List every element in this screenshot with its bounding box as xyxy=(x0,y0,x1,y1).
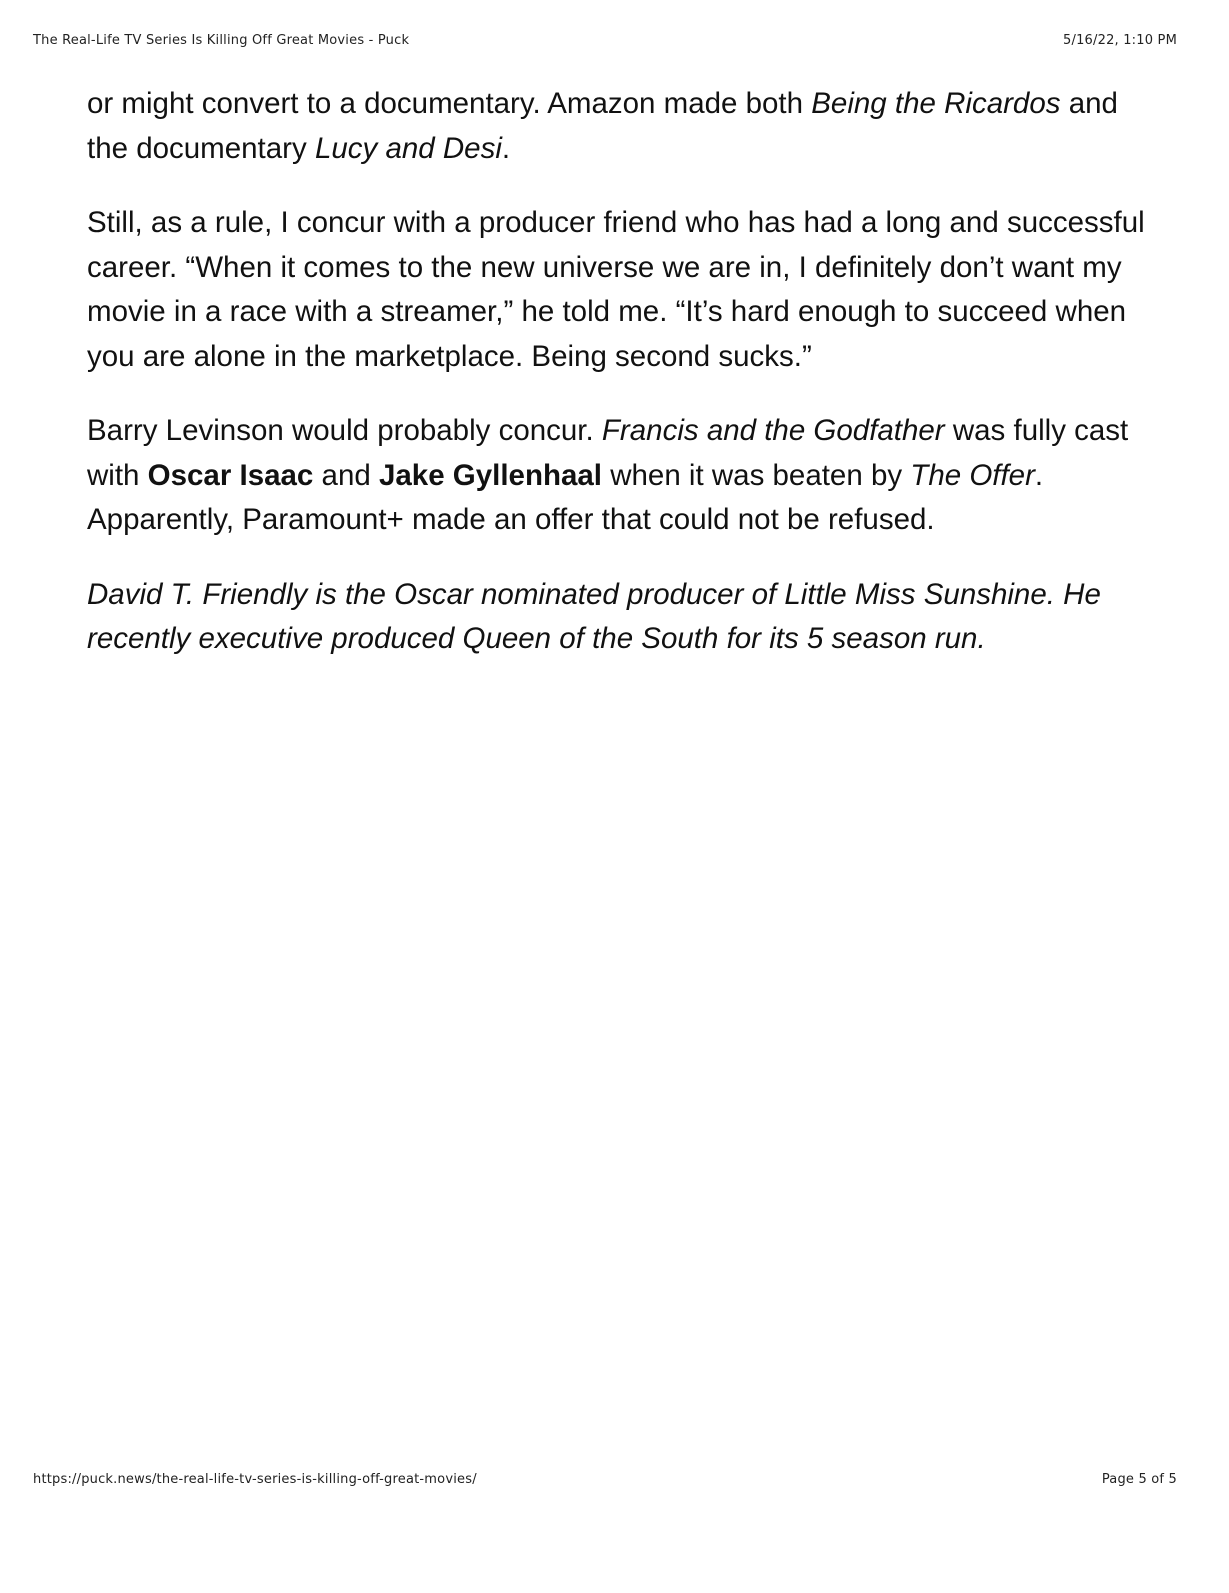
paragraph-3 xyxy=(87,409,1147,543)
text: Still, as a rule, I concur with a producer friend who has had a long and successful career. “When it comes to the new universe we are in, I definitely don’t want my movie in a race with a streamer,” he told me. “It’s hard enough to succeed when you are alone in the marketplace. Being second sucks.” xyxy=(87,206,1145,373)
print-header xyxy=(33,33,1177,48)
print-datetime: 5/16/22, 1:10 PM xyxy=(1063,33,1177,48)
name-oscar-isaac: Oscar Isaac xyxy=(147,458,314,492)
text: when it was beaten by xyxy=(602,458,911,492)
text: . xyxy=(501,131,511,165)
article-body xyxy=(87,82,1147,692)
page-title: The Real-Life TV Series Is Killing Off Great Movies - Puck xyxy=(33,33,410,48)
author-bio: David T. Friendly is the Oscar nominated producer of Little Miss Sunshine. He recently executive produced Queen of the South for its 5 season run. xyxy=(87,577,1101,655)
paragraph-1 xyxy=(87,82,1147,171)
name-jake-gyllenhaal: Jake Gyllenhaal xyxy=(378,458,602,492)
title-lucy-and-desi: Lucy and Desi xyxy=(314,131,502,165)
text: was fully cast with xyxy=(87,414,1129,492)
title-the-offer: The Offer xyxy=(910,458,1035,492)
text: Barry Levinson would probably concur. xyxy=(87,414,602,447)
text: or might convert to a documentary. Amazon made both xyxy=(87,87,812,120)
title-being-the-ricardos: Being the Ricardos xyxy=(811,87,1061,120)
text: and the documentary xyxy=(87,87,1118,165)
title-francis-and-the-godfather: Francis and the Godfather xyxy=(601,414,945,447)
text: . Apparently, Paramount+ made an offer that could not be refused. xyxy=(87,458,1044,536)
page-url: https://puck.news/the-real-life-tv-series-is-killing-off-great-movies/ xyxy=(33,1472,477,1487)
page-number: Page 5 of 5 xyxy=(1101,1472,1177,1487)
text: and xyxy=(313,458,379,492)
paragraph-2 xyxy=(87,201,1147,379)
print-footer xyxy=(33,1472,1177,1487)
